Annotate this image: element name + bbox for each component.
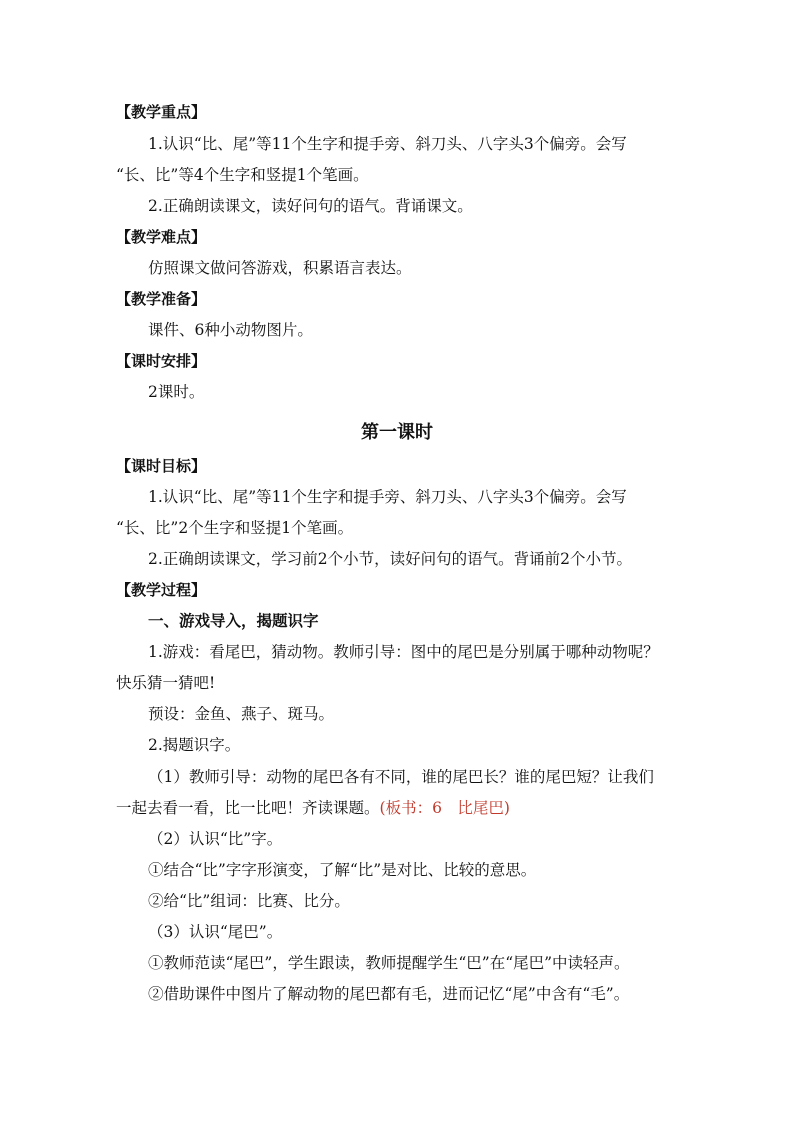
- paragraph-bi-words: ②给“比”组词：比赛、比分。: [148, 892, 350, 910]
- section-heading-difficulties: 【教学难点】: [116, 228, 207, 246]
- paragraph-objectives-1b: “长、比”2个生字和竖提1个笔画。: [116, 519, 354, 537]
- paragraph-key-points-1b: “长、比”等4个生字和竖提1个笔画。: [116, 166, 369, 184]
- paragraph-game-1a: 1.游戏：看尾巴，猜动物。教师引导：图中的尾巴是分别属于哪种动物呢？: [148, 643, 659, 661]
- paragraph-objectives-2: 2.正确朗读课文，学习前2个小节，读好问句的语气。背诵前2个小节。: [148, 550, 633, 568]
- paragraph-objectives-1a: 1.认识“比、尾”等11个生字和提手旁、斜刀头、八字头3个偏旁。会写: [148, 488, 627, 506]
- section-heading-key-points: 【教学重点】: [116, 103, 207, 121]
- paragraph-preset: 预设：金鱼、燕子、斑马。: [148, 705, 335, 723]
- paragraph-preparation: 课件、6种小动物图片。: [148, 321, 313, 339]
- paragraph-teacher-guide-b: [116, 798, 510, 818]
- paragraph-weiba-reading: ①教师范读“尾巴”，学生跟读，教师提醒学生“巴”在“尾巴”中读轻声。: [148, 954, 630, 972]
- section-heading-objectives: 【课时目标】: [116, 457, 207, 475]
- subheading-game-intro: 一、游戏导入，揭题识字: [148, 612, 319, 630]
- paragraph-reveal-title: 2.揭题识字。: [148, 736, 241, 754]
- paragraph-recognize-bi: （2）认识“比”字。: [148, 830, 283, 848]
- paragraph-game-1b: 快乐猜一猜吧!: [116, 674, 216, 692]
- section-heading-schedule: 【课时安排】: [116, 352, 207, 370]
- lesson-title: 第一课时: [361, 422, 433, 443]
- teacher-guide-text: 一起去看一看，比一比吧！齐读课题。: [116, 799, 380, 817]
- board-note: (板书：6 比尾巴): [379, 799, 510, 817]
- section-heading-preparation: 【教学准备】: [116, 290, 207, 308]
- paragraph-key-points-2: 2.正确朗读课文，读好问句的语气。背诵课文。: [148, 197, 473, 215]
- section-heading-process: 【教学过程】: [116, 581, 207, 599]
- paragraph-teacher-guide-a: （1）教师引导：动物的尾巴各有不同，谁的尾巴长？谁的尾巴短？让我们: [148, 768, 654, 786]
- paragraph-recognize-weiba: （3）认识“尾巴”。: [148, 923, 283, 941]
- paragraph-bi-evolution: ①结合“比”字字形演变，了解“比”是对比、比较的意思。: [148, 861, 537, 879]
- paragraph-weiba-picture: ②借助课件中图片了解动物的尾巴都有毛，进而记忆“尾”中含有“毛”。: [148, 985, 630, 1003]
- paragraph-difficulties: 仿照课文做问答游戏，积累语言表达。: [148, 259, 412, 277]
- paragraph-key-points-1a: 1.认识“比、尾”等11个生字和提手旁、斜刀头、八字头3个偏旁。会写: [148, 135, 627, 153]
- paragraph-schedule: 2课时。: [148, 383, 205, 401]
